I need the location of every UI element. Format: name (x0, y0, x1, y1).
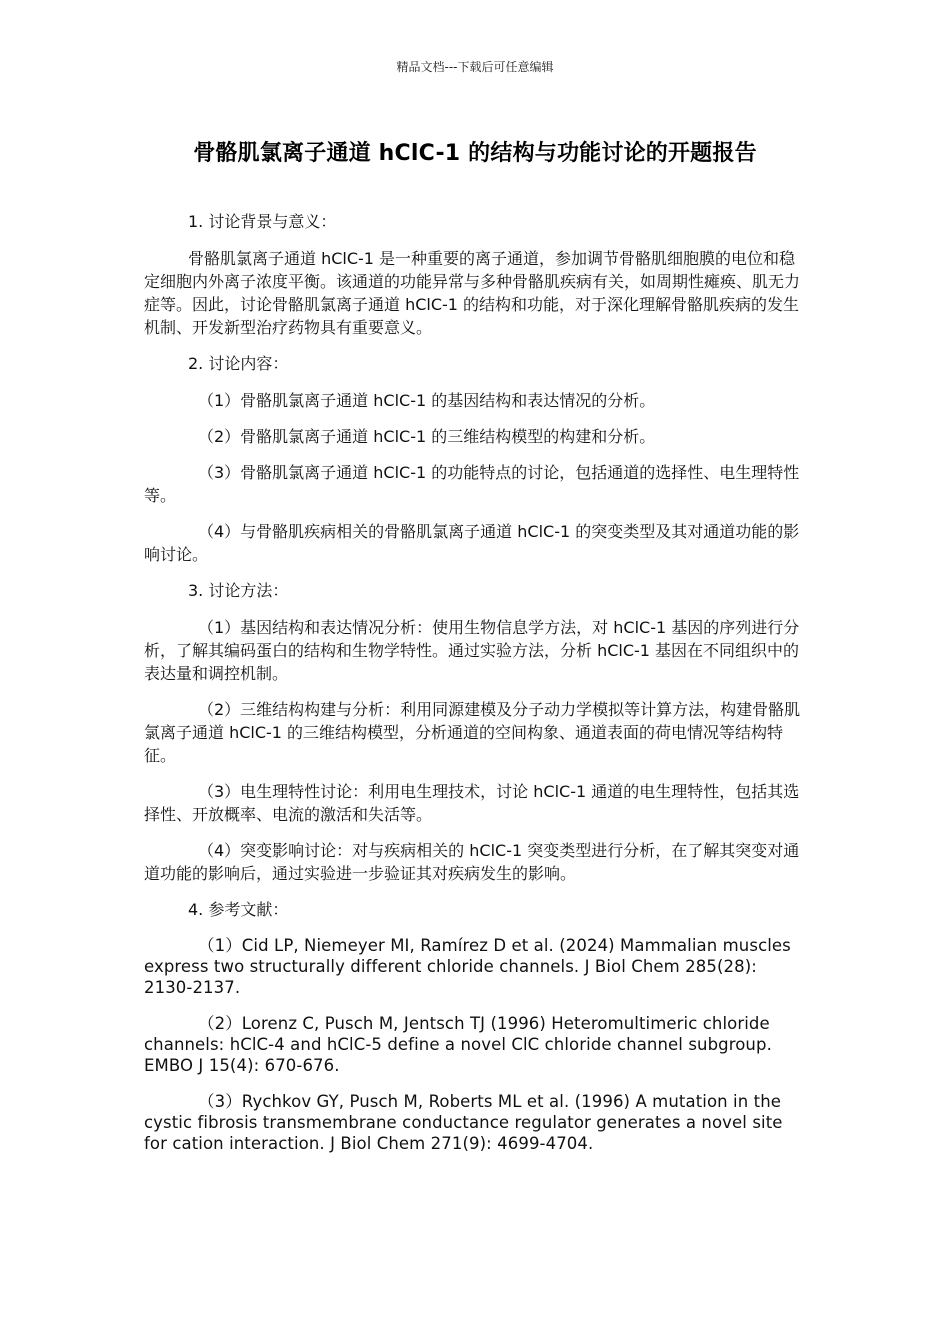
content-item-4: （4）与骨骼肌疾病相关的骨骼肌氯离子通道 hClC-1 的突变类型及其对通道功能的影响讨论。 (144, 522, 800, 564)
method-item-2: （2）三维结构构建与分析：利用同源建模及分子动力学模拟等计算方法，构建骨骼肌氯离子通道 hClC-1 的三维结构模型，分析通道的空间构象、通道表面的荷电情况等结构特征。 (144, 700, 801, 765)
reference-item-1: （1）Cid LP, Niemeyer MI, Ramírez D et al. (2024) Mammalian muscles express two structurally different chloride channels. J Biol Chem 285(28): 2130-2137. (144, 936, 791, 997)
header-note: 精品文档---下载后可任意编辑 (396, 60, 554, 74)
section-heading-references: 4. 参考文献： (188, 900, 289, 919)
reference-item-2: （2）Lorenz C, Pusch M, Jentsch TJ (1996) Heteromultimeric chloride channels: hClC-4 and hClC-5 define a novel ClC chloride channel subgroup. EMBO J 15(4): 670-676. (144, 1014, 772, 1075)
reference-item-3: （3）Rychkov GY, Pusch M, Roberts ML et al. (1996) A mutation in the cystic fibrosis transmembrane conductance regulator generates a novel site for cation interaction. J Biol Chem 271(9): 4699-4704. (144, 1092, 783, 1153)
content-item-2: （2）骨骼肌氯离子通道 hClC-1 的三维结构模型的构建和分析。 (198, 427, 656, 446)
method-item-3: （3）电生理特性讨论：利用电生理技术，讨论 hClC-1 通道的电生理特性，包括其选择性、开放概率、电流的激活和失活等。 (144, 782, 800, 824)
paragraph-background: 骨骼肌氯离子通道 hClC-1 是一种重要的离子通道，参加调节骨骼肌细胞膜的电位和稳定细胞内外离子浓度平衡。该通道的功能异常与多种骨骼肌疾病有关，如周期性瘫痪、肌无力症等。因此，讨论骨骼肌氯离子通道 hClC-1 的结构和功能，对于深化理解骨骼肌疾病的发生机制、开发新型治疗药物具有重要意义。 (144, 249, 801, 337)
document-title: 骨骼肌氯离子通道 hClC-1 的结构与功能讨论的开题报告 (193, 141, 757, 166)
method-item-1: （1）基因结构和表达情况分析：使用生物信息学方法，对 hClC-1 基因的序列进行分析，了解其编码蛋白的结构和生物学特性。通过实验方法，分析 hClC-1 基因在不同组织中的表达量和调控机制。 (144, 618, 800, 683)
content-item-1: （1）骨骼肌氯离子通道 hClC-1 的基因结构和表达情况的分析。 (198, 391, 656, 410)
section-heading-methods: 3. 讨论方法： (188, 581, 289, 600)
section-heading-background: 1. 讨论背景与意义： (188, 212, 337, 231)
section-heading-content: 2. 讨论内容： (188, 354, 289, 373)
content-item-3: （3）骨骼肌氯离子通道 hClC-1 的功能特点的讨论，包括通道的选择性、电生理特性等。 (144, 463, 800, 505)
method-item-4: （4）突变影响讨论：对与疾病相关的 hClC-1 突变类型进行分析，在了解其突变对通道功能的影响后，通过实验进一步验证其对疾病发生的影响。 (144, 841, 800, 883)
document-body (144, 210, 810, 1169)
